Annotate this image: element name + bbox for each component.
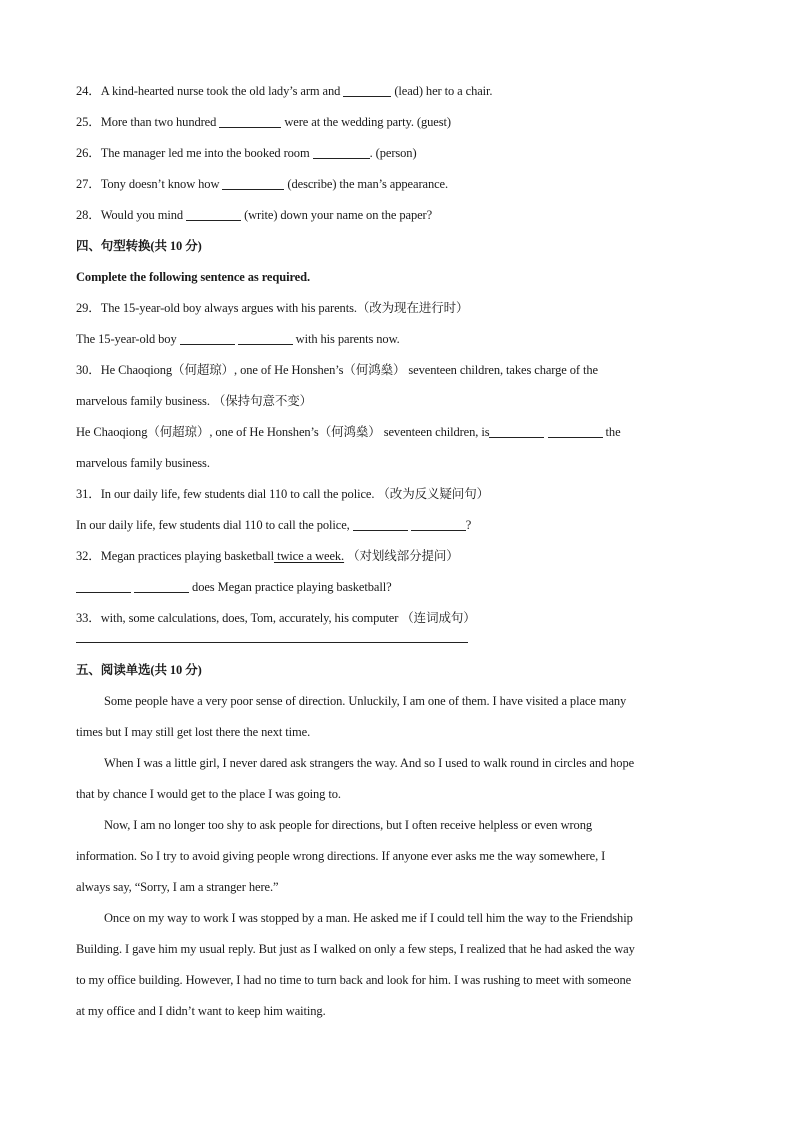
question-25 xyxy=(76,109,718,140)
question-text: Would you mind xyxy=(100,208,187,222)
question-30: 30．He Chaoqiong（何超琼）, one of He Honshen’s（何鸿燊） seventeen children, takes charge of the xyxy=(76,363,598,377)
question-text: the xyxy=(602,425,621,439)
question-32-answer xyxy=(76,574,718,605)
question-number: 24． xyxy=(76,84,101,98)
answer-blank[interactable] xyxy=(238,330,293,345)
question-text: A kind-hearted nurse took the old lady’s arm and xyxy=(100,84,344,98)
passage-line: at my office and I didn’t want to keep him waiting. xyxy=(76,1004,326,1018)
question-text: were at the wedding party. (guest) xyxy=(281,115,451,129)
answer-blank[interactable] xyxy=(548,423,603,438)
question-text: Tony doesn’t know how xyxy=(100,177,223,191)
question-text: (describe) the man’s appearance. xyxy=(284,177,449,191)
passage-line: information. So I try to avoid giving people wrong directions. If anyone ever asks me the way somewhere, I xyxy=(76,849,606,863)
answer-blank[interactable] xyxy=(489,423,544,438)
question-number: 26． xyxy=(76,146,101,160)
underlined-phrase: twice a week. xyxy=(273,549,345,563)
answer-blank[interactable] xyxy=(353,516,408,531)
passage-line: to my office building. However, I had no time to turn back and look for him. I was rushing to meet with someone xyxy=(76,973,632,987)
passage-line: Once on my way to work I was stopped by a man. He asked me if I could tell him the way to the Friendship xyxy=(104,911,633,925)
question-number: 27． xyxy=(76,177,101,191)
worksheet-page xyxy=(76,78,718,1029)
question-31: 31．In our daily life, few students dial 110 to call the police. （改为反义疑问句） xyxy=(76,487,489,501)
question-30-cont: marvelous family business. （保持句意不变） xyxy=(76,394,313,408)
question-text: ? xyxy=(465,518,472,532)
question-text: He Chaoqiong（何超琼）, one of He Honshen’s（何鸿燊） seventeen children, is xyxy=(76,425,490,439)
question-text: (write) down your name on the paper? xyxy=(241,208,433,222)
question-29: 29．The 15-year-old boy always argues with his parents.（改为现在进行时） xyxy=(76,301,469,315)
question-30-answer xyxy=(76,419,718,450)
passage-line: times but I may still get lost there the next time. xyxy=(76,725,311,739)
passage-line: Now, I am no longer too shy to ask people for directions, but I often receive helpless or even wrong xyxy=(104,818,593,832)
section-4-instruction: Complete the following sentence as required. xyxy=(76,270,311,284)
answer-blank[interactable] xyxy=(343,82,391,97)
question-text: with his parents now. xyxy=(292,332,400,346)
question-text: In our daily life, few students dial 110 to call the police, xyxy=(76,518,353,532)
question-text: （对划线部分提问） xyxy=(344,549,459,563)
question-text: 32．Megan practices playing basketball xyxy=(76,549,274,563)
question-28 xyxy=(76,202,718,233)
question-26 xyxy=(76,140,718,171)
question-27 xyxy=(76,171,718,202)
answer-blank[interactable] xyxy=(219,113,281,128)
answer-blank[interactable] xyxy=(76,578,131,593)
answer-blank[interactable] xyxy=(222,175,284,190)
answer-blank[interactable] xyxy=(186,206,241,221)
question-32 xyxy=(76,543,718,574)
question-24 xyxy=(76,78,718,109)
answer-blank[interactable] xyxy=(134,578,189,593)
question-text: (lead) her to a chair. xyxy=(391,84,493,98)
question-31-answer xyxy=(76,512,718,543)
passage-line: that by chance I would get to the place I was going to. xyxy=(76,787,341,801)
question-text: The 15-year-old boy xyxy=(76,332,180,346)
passage-line: always say, “Sorry, I am a stranger here.” xyxy=(76,880,279,894)
question-text: does Megan practice playing basketball? xyxy=(189,580,392,594)
question-text: . (person) xyxy=(369,146,417,160)
passage-line: When I was a little girl, I never dared ask strangers the way. And so I used to walk round in circles and hope xyxy=(104,756,635,770)
answer-blank[interactable] xyxy=(180,330,235,345)
question-text: More than two hundred xyxy=(100,115,220,129)
passage-line: Some people have a very poor sense of direction. Unluckily, I am one of them. I have visited a place many xyxy=(104,694,627,708)
question-30-answer-cont: marvelous family business. xyxy=(76,456,210,470)
question-33: 33．with, some calculations, does, Tom, accurately, his computer （连词成句） xyxy=(76,611,476,625)
answer-blank[interactable] xyxy=(411,516,466,531)
section-4-heading: 四、句型转换(共 10 分) xyxy=(76,239,202,253)
answer-blank[interactable] xyxy=(313,144,370,159)
question-text: The manager led me into the booked room xyxy=(100,146,313,160)
passage-line: Building. I gave him my usual reply. But just as I walked on only a few steps, I realized that he had asked the way xyxy=(76,942,635,956)
section-5-heading: 五、阅读单选(共 10 分) xyxy=(76,663,202,677)
question-number: 28． xyxy=(76,208,101,222)
question-29-answer xyxy=(76,326,718,357)
question-number: 25． xyxy=(76,115,101,129)
